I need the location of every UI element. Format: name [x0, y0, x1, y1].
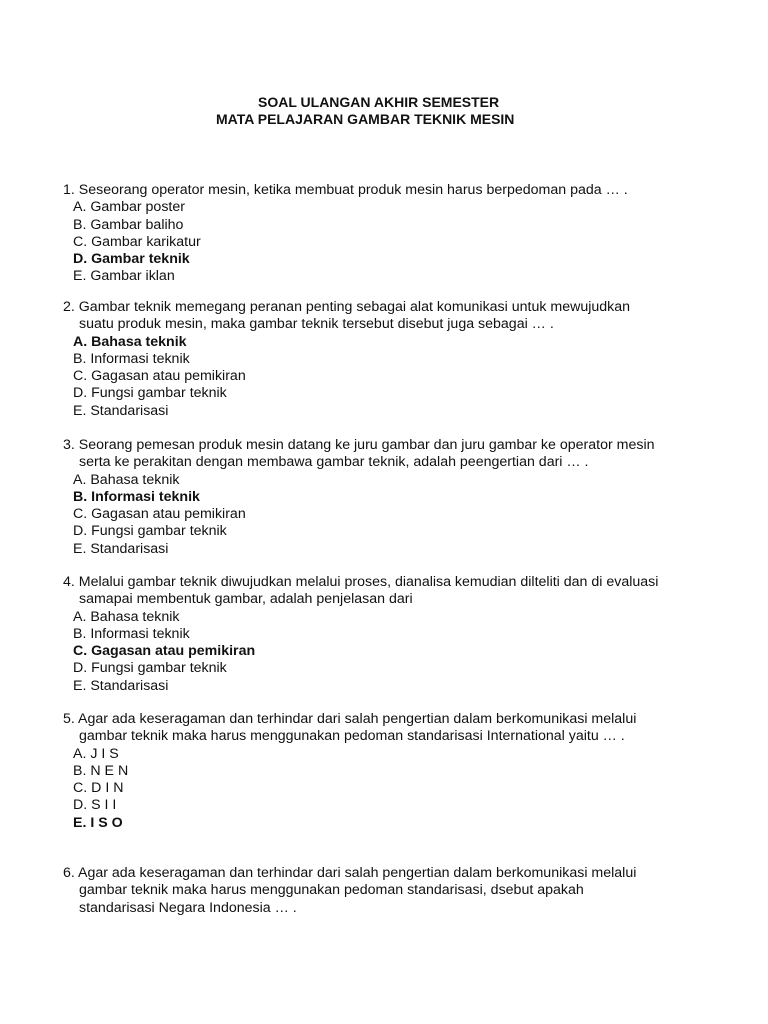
option-d: D. Fungsi gambar teknik — [73, 385, 227, 402]
exam-title: SOAL ULANGAN AKHIR SEMESTER — [258, 94, 500, 110]
option-d: D. S I I — [73, 797, 117, 814]
option-d-answer: D. Gambar teknik — [73, 251, 190, 268]
stem-line: standarisasi Negara Indonesia … . — [79, 899, 297, 916]
option-e: E. Standarisasi — [73, 402, 169, 419]
option-c: C. D I N — [73, 780, 124, 797]
stem-line: 5. Agar ada keseragaman dan terhindar dari salah pengertian dalam berkomunikasi melalui — [63, 711, 637, 727]
option-b: B. Informasi teknik — [73, 350, 190, 367]
option-b: B. Informasi teknik — [73, 625, 190, 642]
option-c: C. Gagasan atau pemikiran — [73, 506, 246, 523]
question-stem — [63, 437, 677, 472]
stem-line: 3. Seorang pemesan produk mesin datang ke juru gambar dan juru gambar ke operator mesin — [63, 437, 655, 453]
option-e: E. Standarisasi — [73, 540, 169, 557]
option-b-answer: B. Informasi teknik — [73, 488, 200, 505]
stem-line: samapai membentuk gambar, adalah penjelasan dari — [79, 591, 413, 608]
option-a: A. Bahasa teknik — [73, 608, 180, 625]
stem-line: suatu produk mesin, maka gambar teknik tersebut disebut juga sebagai … . — [79, 316, 554, 333]
option-d: D. Fungsi gambar teknik — [73, 660, 227, 677]
option-e-answer: E. I S O — [73, 814, 123, 831]
question-stem — [63, 865, 677, 917]
question-stem — [63, 182, 677, 199]
option-a-answer: A. Bahasa teknik — [73, 333, 187, 350]
option-e: E. Gambar iklan — [73, 268, 175, 285]
stem-line: 1. Seseorang operator mesin, ketika membuat produk mesin harus berpedoman pada … . — [63, 182, 628, 198]
option-a: A. Gambar poster — [73, 199, 185, 216]
question-1 — [63, 182, 677, 286]
question-stem — [63, 711, 677, 746]
option-d: D. Fungsi gambar teknik — [73, 523, 227, 540]
stem-line: 2. Gambar teknik memegang peranan penting sebagai alat komunikasi untuk mewujudkan — [63, 299, 631, 315]
exam-subject: MATA PELAJARAN GAMBAR TEKNIK MESIN — [216, 111, 515, 127]
question-5 — [63, 711, 677, 832]
option-a: A. J I S — [73, 745, 119, 762]
stem-line: serta ke perakitan dengan membawa gambar teknik, adalah peengertian dari … . — [79, 454, 589, 471]
stem-line: 4. Melalui gambar teknik diwujudkan melalui proses, dianalisa kemudian dilteliti dan di evaluasi — [63, 574, 659, 590]
option-c: C. Gagasan atau pemikiran — [73, 368, 246, 385]
option-c-answer: C. Gagasan atau pemikiran — [73, 643, 256, 660]
question-6 — [63, 865, 677, 917]
option-b: B. Gambar baliho — [73, 216, 184, 233]
question-3 — [63, 437, 677, 558]
question-4 — [63, 574, 677, 695]
option-e: E. Standarisasi — [73, 677, 169, 694]
option-a: A. Bahasa teknik — [73, 471, 180, 488]
stem-line: gambar teknik maka harus menggunakan pedoman standarisasi, dsebut apakah — [79, 882, 584, 899]
question-stem — [63, 574, 677, 609]
stem-line: gambar teknik maka harus menggunakan pedoman standarisasi International yaitu … . — [79, 728, 625, 745]
option-b: B. N E N — [73, 762, 129, 779]
question-stem — [63, 299, 677, 334]
option-c: C. Gambar karikatur — [73, 233, 201, 250]
question-2 — [63, 299, 677, 420]
stem-line: 6. Agar ada keseragaman dan terhindar dari salah pengertian dalam berkomunikasi melalui — [63, 865, 637, 881]
